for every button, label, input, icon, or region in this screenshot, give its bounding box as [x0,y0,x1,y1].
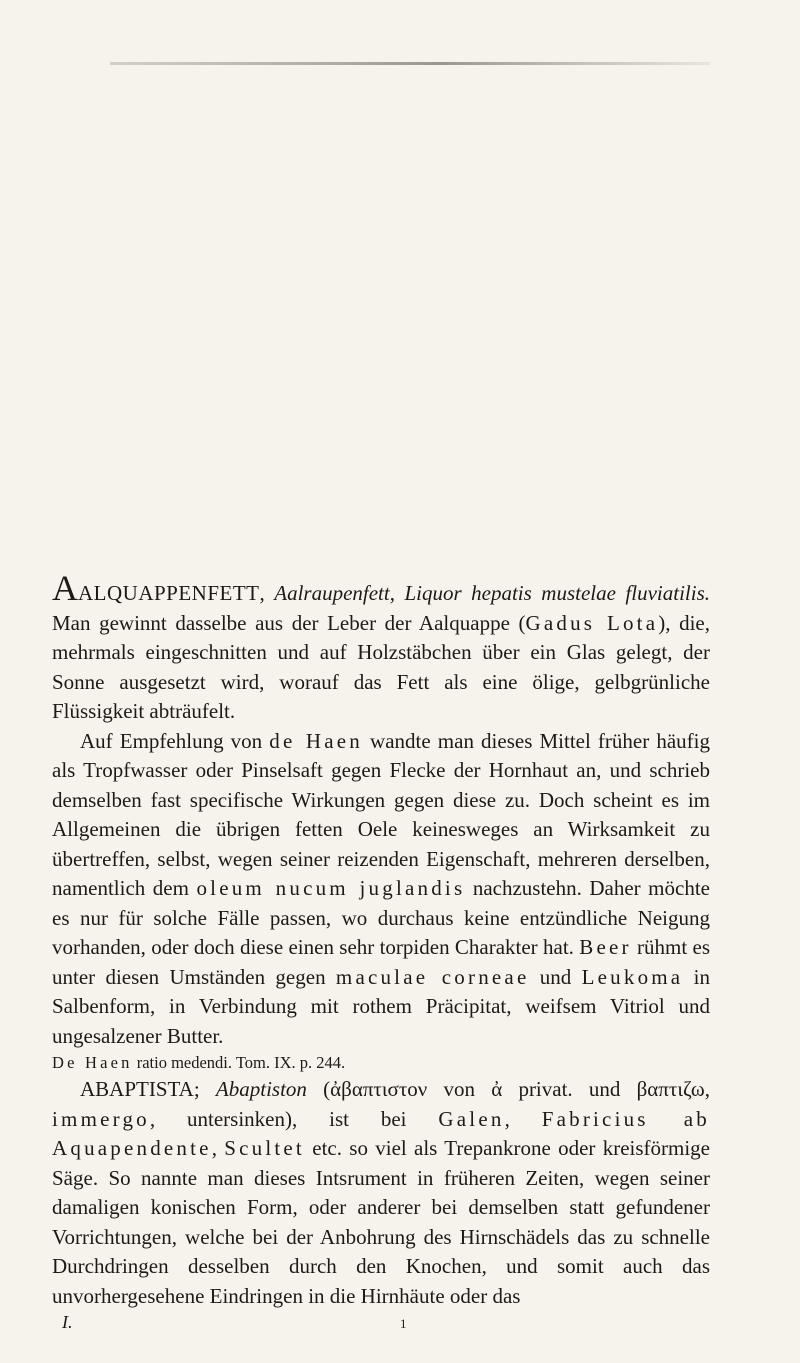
latin-term: maculae corneae [335,964,530,989]
body-text: , [504,1106,542,1131]
punct: ; [193,1077,216,1101]
headword-2: ABAPTISTA [80,1077,194,1101]
latin-term: Leukoma [581,964,684,989]
headword: ALQUAPPENFETT [78,581,260,605]
body-text: rühmt es unter diesen Umständen gegen [52,935,711,989]
body-text: und [529,964,582,989]
top-rule [110,62,710,65]
author-name: Scultet [224,1136,305,1160]
author-name: Fabricius ab Aquapendente [52,1106,710,1160]
cite-author: De Haen [52,1053,133,1072]
body-text: , [211,1136,225,1160]
body-text: von ἀ privat. und βαπτιζω, [427,1077,710,1101]
body-text: etc. so viel als Trepankrone oder kreisförmige Säge. So nannte man dieses Intsrument in früheren Zeiten, wegen seiner damaligen konischen Form, oder anderer bei demselben statt gefundener Vorrichtungen, welche bei der Anbohrung des Hirnschädels das zu schnelle Durchdringen desselben durch den Knochen, und somit auch das unvorhergesehene Eindringen in die Hirnhäute oder das [52,1136,710,1308]
paragraph-aalquappenfett [52,568,710,727]
signature-mark: I. [62,1312,73,1332]
cite-rest: ratio medendi. Tom. IX. p. 244. [132,1053,346,1072]
latin-term: immergo [52,1106,150,1131]
synonym-latin: Liquor hepatis mustelae fluviatilis. [404,581,710,605]
body-text: Auf Empfehlung von [80,728,270,753]
body-text: in Salbenform, in Verbindung mit rothem Präcipitat, weifsem Vitriol und ungesalzener Butter. [52,964,711,1048]
paragraph-usage [52,727,710,1052]
punct: , [389,581,405,605]
body-text: ), die, mehrmals eingeschnitten und auf Holzstäbchen über ein Glas gelegt, der Sonne ausgesetzt wird, worauf das Fett als eine ölige, gelbgrünliche Flüssigkeit abträufelt. [52,610,710,723]
synonym-german: Aalraupenfett [274,581,390,605]
citation [52,1051,710,1075]
punct: , [259,581,275,605]
latin-term: oleum nucum juglandis [196,876,466,900]
author-name: de Haen [269,728,363,753]
body-text: wandte man dieses Mittel früher häufig als Tropfwasser oder Pinselsaft gegen Flecke der Hornhaut an, und schrieb demselben fast specifische Wirkungen gegen diese zu. Doch scheint es im Allgemeinen die übrigen fetten Oele keinesweges an Wirksamkeit zu übertreffen, selbst, wegen seiner reizenden Eigenschaft, mehreren derselben, namentlich dem [52,728,710,900]
sheet-number: 1 [400,1316,407,1331]
author-name: Galen [438,1106,505,1131]
page-footer [0,1312,800,1342]
paragraph-abaptista [52,1075,710,1311]
drop-initial: A [52,568,78,608]
body-text: Man gewinnt dasselbe aus der Leber der Aalquappe ( [52,610,526,635]
author-name: Beer [579,935,632,959]
species-name: Gadus Lota [525,610,659,635]
body-text: , untersinken), ist bei [149,1106,439,1131]
text-block [52,568,711,1311]
synonym-2: Abaptiston [215,1077,307,1101]
greek-term: (ἀβαπτιστον [306,1077,428,1101]
body-text: nachzustehn. Daher möchte es nur für solche Fälle passen, wo durchaus keine entzündliche Neigung vorhanden, oder doch diese einen sehr torpiden Charakter hat. [52,876,710,959]
